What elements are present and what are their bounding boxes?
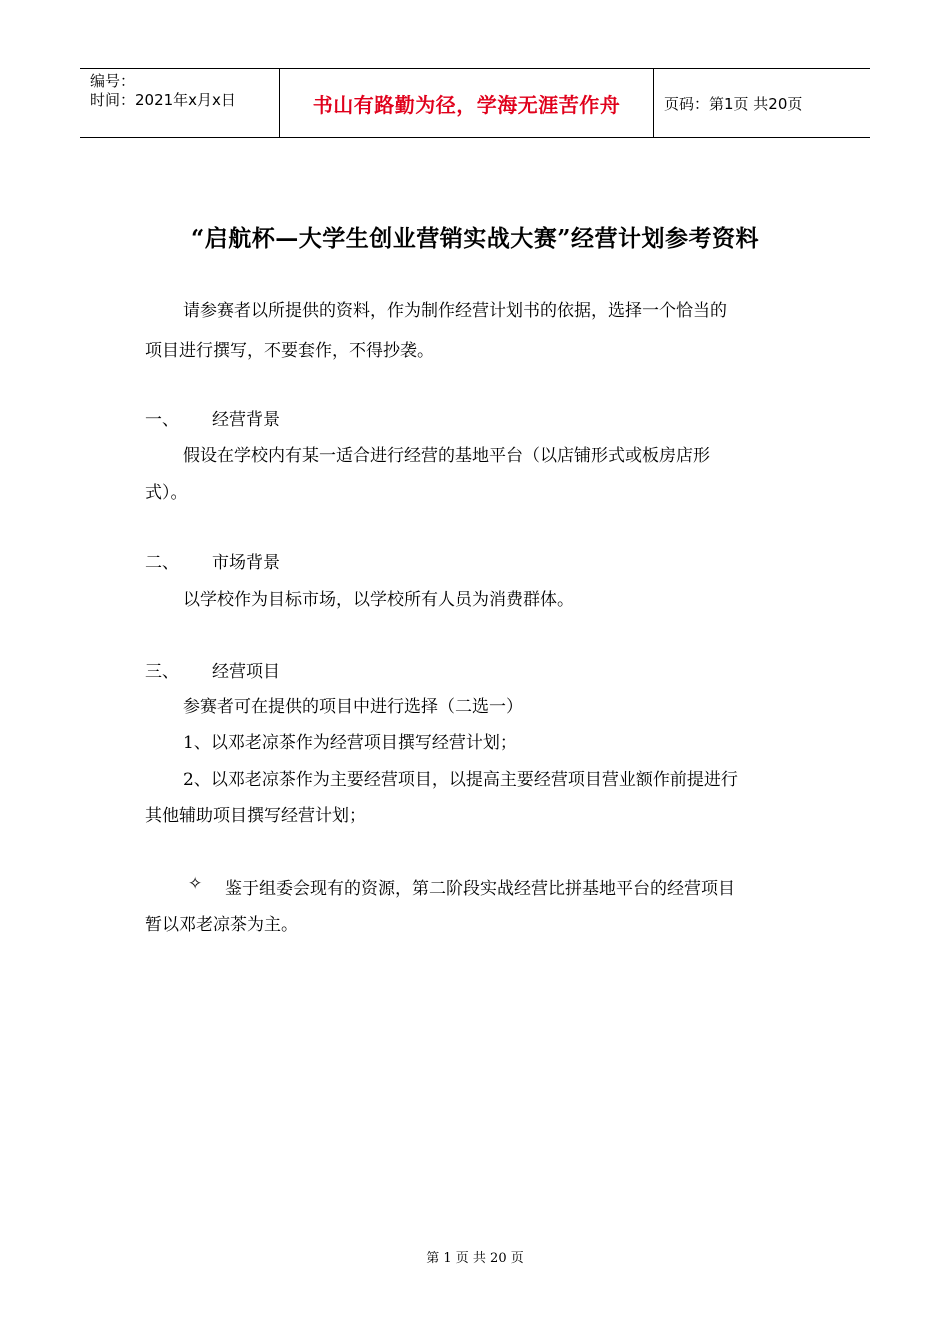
header-meta bbox=[80, 69, 280, 137]
note-line-1: 鉴于组委会现有的资源，第二阶段实战经营比拼基地平台的经营项目 bbox=[225, 879, 735, 899]
section-3-line-4: 其他辅助项目撰写经营计划； bbox=[145, 806, 366, 826]
section-2-heading: 市场背景 bbox=[212, 553, 280, 573]
intro-line-1: 请参赛者以所提供的资料，作为制作经营计划书的依据，选择一个恰当的 bbox=[183, 301, 727, 321]
section-1-number: 一、 bbox=[145, 410, 179, 430]
section-3-line-2: 1、以邓老凉茶作为经营项目撰写经营计划； bbox=[183, 733, 517, 753]
section-2-number: 二、 bbox=[145, 553, 179, 573]
section-3-line-3: 2、以邓老凉茶作为主要经营项目，以提高主要经营项目营业额作前提进行 bbox=[183, 770, 738, 790]
document-number-label: 编号： bbox=[90, 72, 136, 90]
header-page-info: 页码：第1页 共20页 bbox=[664, 94, 803, 113]
section-3-heading: 经营项目 bbox=[212, 662, 280, 682]
section-3-line-1: 参赛者可在提供的项目中进行选择（二选一） bbox=[183, 697, 523, 717]
document-header bbox=[80, 68, 870, 138]
section-2-line-1: 以学校作为目标市场，以学校所有人员为消费群体。 bbox=[183, 590, 574, 610]
intro-line-2: 项目进行撰写，不要套作，不得抄袭。 bbox=[145, 341, 434, 361]
page-footer: 第 1 页 共 20 页 bbox=[426, 1251, 524, 1266]
section-1-heading: 经营背景 bbox=[212, 410, 280, 430]
diamond-star-icon: ✧ bbox=[188, 874, 203, 894]
section-1-line-2: 式）。 bbox=[145, 483, 188, 503]
document-title: “启航杯—大学生创业营销实战大赛”经营计划参考资料 bbox=[191, 225, 759, 252]
note-line-2: 暂以邓老凉茶为主。 bbox=[145, 915, 298, 935]
header-motto: 书山有路勤为径，学海无涯苦作舟 bbox=[280, 69, 654, 137]
document-time-label: 时间：2021年x月x日 bbox=[90, 91, 236, 109]
section-1-line-1: 假设在学校内有某一适合进行经营的基地平台（以店铺形式或板房店形 bbox=[183, 446, 710, 466]
section-3-number: 三、 bbox=[145, 662, 179, 682]
